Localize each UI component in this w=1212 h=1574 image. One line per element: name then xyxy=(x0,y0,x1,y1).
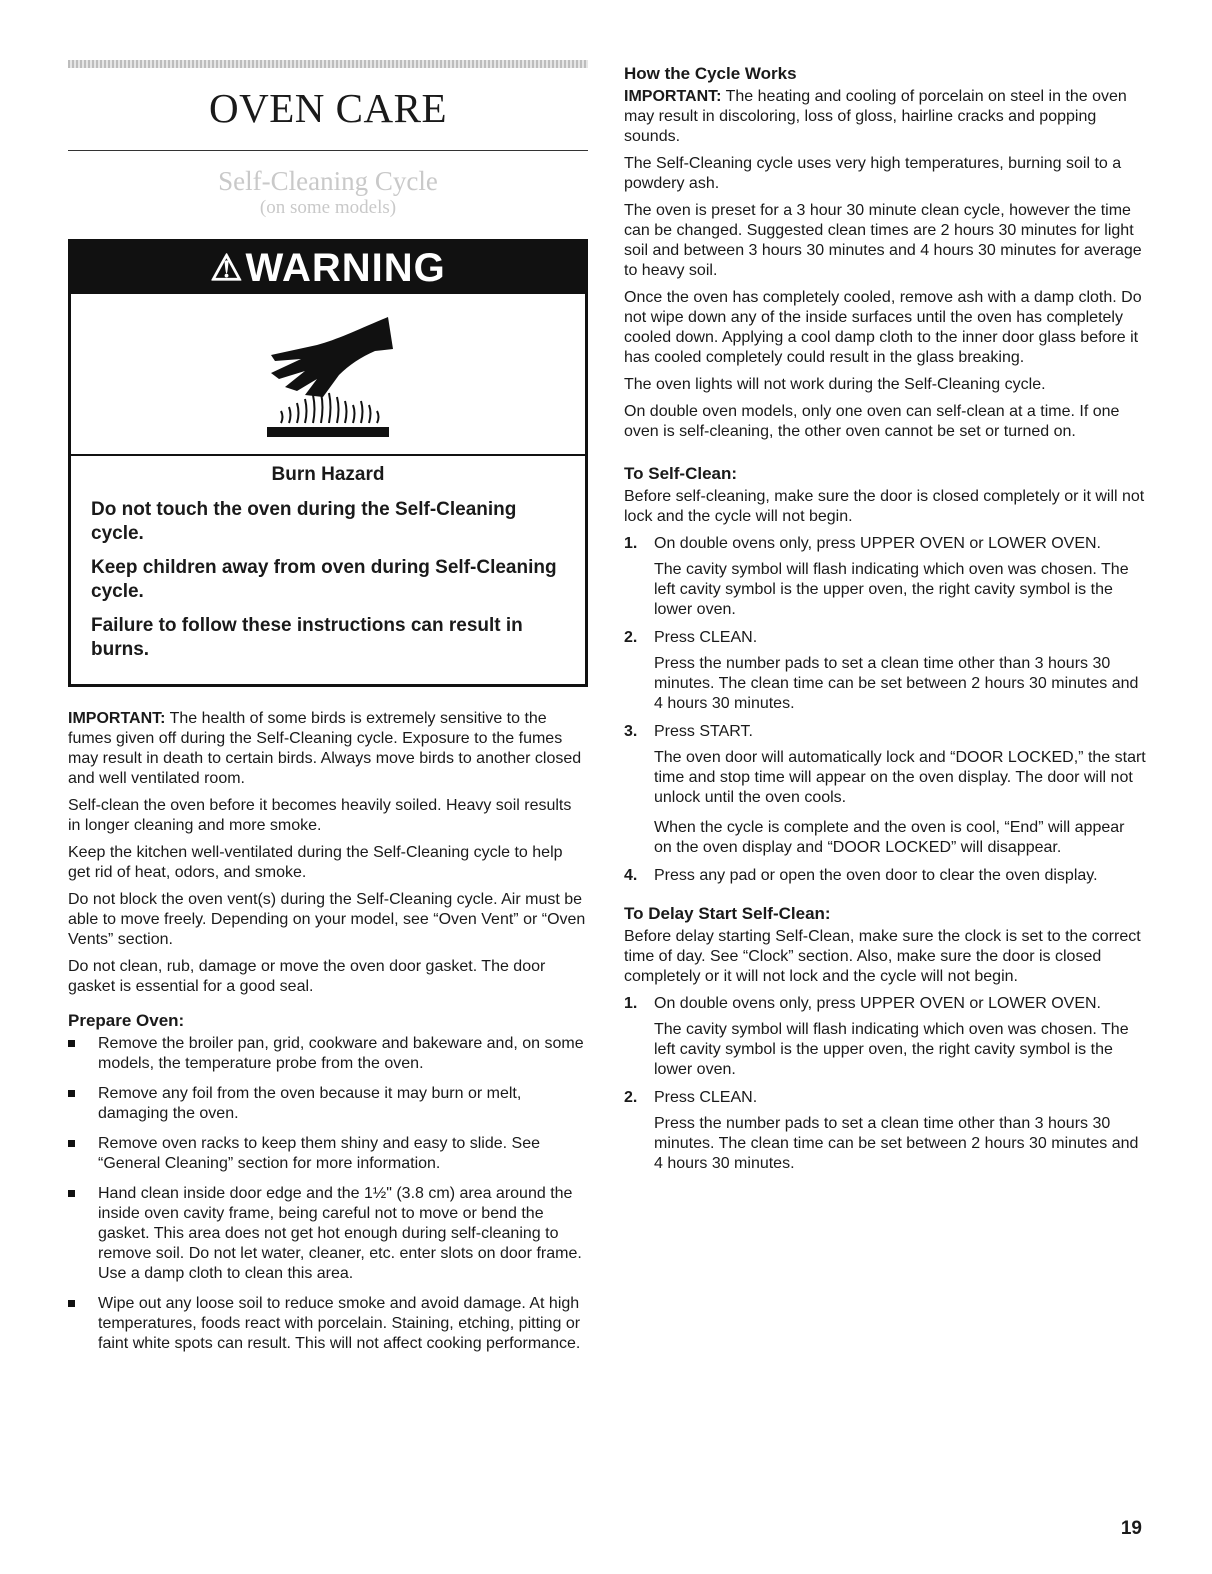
page-title: OVEN CARE xyxy=(209,85,447,131)
step-detail: The cavity symbol will flash indicating which oven was chosen. The left cavity symbol is the upper oven, the right cavity symbol is the lower oven. xyxy=(654,1021,1129,1078)
step-detail: Press the number pads to set a clean time other than 3 hours 30 minutes. The clean time can be set between 2 hours 30 minutes and 4 hours 30 minutes. xyxy=(654,655,1139,712)
step-text: Press START. xyxy=(654,723,753,740)
list-item xyxy=(624,722,1146,858)
body-paragraph: Self-clean the oven before it becomes heavily soiled. Heavy soil results in longer cleaning and more smoke. xyxy=(68,797,572,834)
section-subtitle: Self-Cleaning Cycle xyxy=(218,166,438,196)
step-text: On double ovens only, press UPPER OVEN or LOWER OVEN. xyxy=(654,535,1101,552)
step-detail: Press the number pads to set a clean time other than 3 hours 30 minutes. The clean time can be set between 2 hours 30 minutes and 4 hours 30 minutes. xyxy=(654,1115,1139,1172)
list-item xyxy=(624,628,1146,714)
warning-line: Keep children away from oven during Self-Cleaning cycle. xyxy=(91,557,557,602)
body-paragraph: The oven is preset for a 3 hour 30 minute clean cycle, however the time can be changed. Suggested clean times are 2 hours 30 minutes for light soil and between 3 hours 30 minutes and 4 hours 30 minutes for average to heavy soil. xyxy=(624,202,1142,279)
list-item: Hand clean inside door edge and the 1½" (3.8 cm) area around the inside oven cavity frame, being careful not to move or bend the gasket. This area does not get hot enough during self-cleaning to remove soil. Do not let water, cleaner, etc. enter slots on door frame. Use a damp cloth to clean this area. xyxy=(68,1184,588,1284)
self-clean-steps xyxy=(624,534,1146,886)
body-paragraph: Do not clean, rub, damage or move the oven door gasket. The door gasket is essential for a good seal. xyxy=(68,958,546,995)
important-lead: IMPORTANT: xyxy=(68,710,166,727)
list-item: Remove oven racks to keep them shiny and easy to slide. See “General Cleaning” section for more information. xyxy=(68,1134,588,1174)
body-paragraph: Once the oven has completely cooled, remove ash with a damp cloth. Do not wipe down any of the inside surfaces until the oven has completely cooled down. Applying a cool damp cloth to the inner door glass before it has cooled completely could result in the glass breaking. xyxy=(624,289,1142,366)
list-item: Wipe out any loose soil to reduce smoke and avoid damage. At high temperatures, foods react with porcelain. Staining, etching, pitting or faint white spots can result. This will not affect cooking performance. xyxy=(68,1294,588,1354)
step-number: 2. xyxy=(624,629,638,646)
step-number: 3. xyxy=(624,723,638,740)
right-column xyxy=(624,60,1146,1182)
step-text: Press CLEAN. xyxy=(654,629,758,646)
prepare-oven-heading: Prepare Oven: xyxy=(68,1011,185,1030)
step-text: Press CLEAN. xyxy=(654,1089,758,1106)
warning-line: Failure to follow these instructions can result in burns. xyxy=(91,615,523,660)
warning-body xyxy=(71,456,585,684)
step-text: On double ovens only, press UPPER OVEN or LOWER OVEN. xyxy=(654,995,1101,1012)
body-paragraph: Keep the kitchen well-ventilated during the Self-Cleaning cycle to help get rid of heat, odors, and smoke. xyxy=(68,844,563,881)
warning-triangle-icon: ⚠ xyxy=(210,247,244,288)
warning-box xyxy=(68,239,588,687)
list-item xyxy=(624,866,1146,886)
step-number: 1. xyxy=(624,995,638,1012)
step-number: 1. xyxy=(624,535,638,552)
important-paragraph xyxy=(624,87,1146,147)
hazard-name: Burn Hazard xyxy=(271,464,385,485)
warning-line: Do not touch the oven during the Self-Cleaning cycle. xyxy=(91,499,517,544)
prepare-oven-list xyxy=(68,1034,588,1354)
list-item xyxy=(624,1088,1146,1174)
list-item xyxy=(624,994,1146,1080)
body-paragraph: Do not block the oven vent(s) during the Self-Cleaning cycle. Air must be able to move freely. Depending on your model, see “Oven Vent” or “Oven Vents” section. xyxy=(68,891,586,948)
body-paragraph: The oven lights will not work during the Self-Cleaning cycle. xyxy=(624,376,1046,393)
important-text: The health of some birds is extremely sensitive to the fumes given off during the Self-Cleaning cycle. Exposure to the fumes may result in death to certain birds. Always move birds to another closed and well ventilated room. xyxy=(68,710,582,787)
step-number: 2. xyxy=(624,1089,638,1106)
list-item xyxy=(624,534,1146,620)
title-divider xyxy=(68,150,588,151)
body-paragraph: The Self-Cleaning cycle uses very high temperatures, burning soil to a powdery ash. xyxy=(624,155,1122,192)
left-column xyxy=(68,60,588,1364)
step-detail: The cavity symbol will flash indicating which oven was chosen. The left cavity symbol is the upper oven, the right cavity symbol is the lower oven. xyxy=(654,561,1129,618)
page-number: 19 xyxy=(1120,1518,1142,1539)
step-text: Press any pad or open the oven door to clear the oven display. xyxy=(654,867,1098,884)
how-cycle-works-heading: How the Cycle Works xyxy=(624,64,797,83)
important-lead: IMPORTANT: xyxy=(624,88,722,105)
step-number: 4. xyxy=(624,867,638,884)
delay-start-heading: To Delay Start Self-Clean: xyxy=(624,904,831,923)
burn-hazard-icon xyxy=(71,294,585,456)
warning-label: WARNING xyxy=(245,245,446,290)
list-item: Remove the broiler pan, grid, cookware and bakeware and, on some models, the temperature probe from the oven. xyxy=(68,1034,588,1074)
body-paragraph: Before self-cleaning, make sure the door is closed completely or it will not lock and the cycle will not begin. xyxy=(624,488,1145,525)
warning-header xyxy=(71,242,585,294)
to-self-clean-heading: To Self-Clean: xyxy=(624,464,738,483)
delay-start-steps xyxy=(624,994,1146,1174)
list-item: Remove any foil from the oven because it may burn or melt, damaging the oven. xyxy=(68,1084,588,1124)
body-paragraph: On double oven models, only one oven can self-clean at a time. If one oven is self-cleaning, the other oven cannot be set or turned on. xyxy=(624,403,1120,440)
important-paragraph xyxy=(68,709,588,789)
important-text: The heating and cooling of porcelain on steel in the oven may result in discoloring, loss of gloss, hairline cracks and popping sounds. xyxy=(624,88,1127,145)
section-subtitle-note: (on some models) xyxy=(259,197,397,218)
step-detail: The oven door will automatically lock and “DOOR LOCKED,” the start time and stop time will appear on the oven display. The door will not unlock until the oven cools. xyxy=(654,749,1146,806)
body-paragraph: Before delay starting Self-Clean, make sure the clock is set to the correct time of day. See “Clock” section. Also, make sure the door is closed completely or it will not lock and the cycle will not begin. xyxy=(624,928,1141,985)
decorative-rule xyxy=(68,60,588,68)
step-detail: When the cycle is complete and the oven is cool, “End” will appear on the oven display and “DOOR LOCKED” will disappear. xyxy=(654,819,1125,856)
